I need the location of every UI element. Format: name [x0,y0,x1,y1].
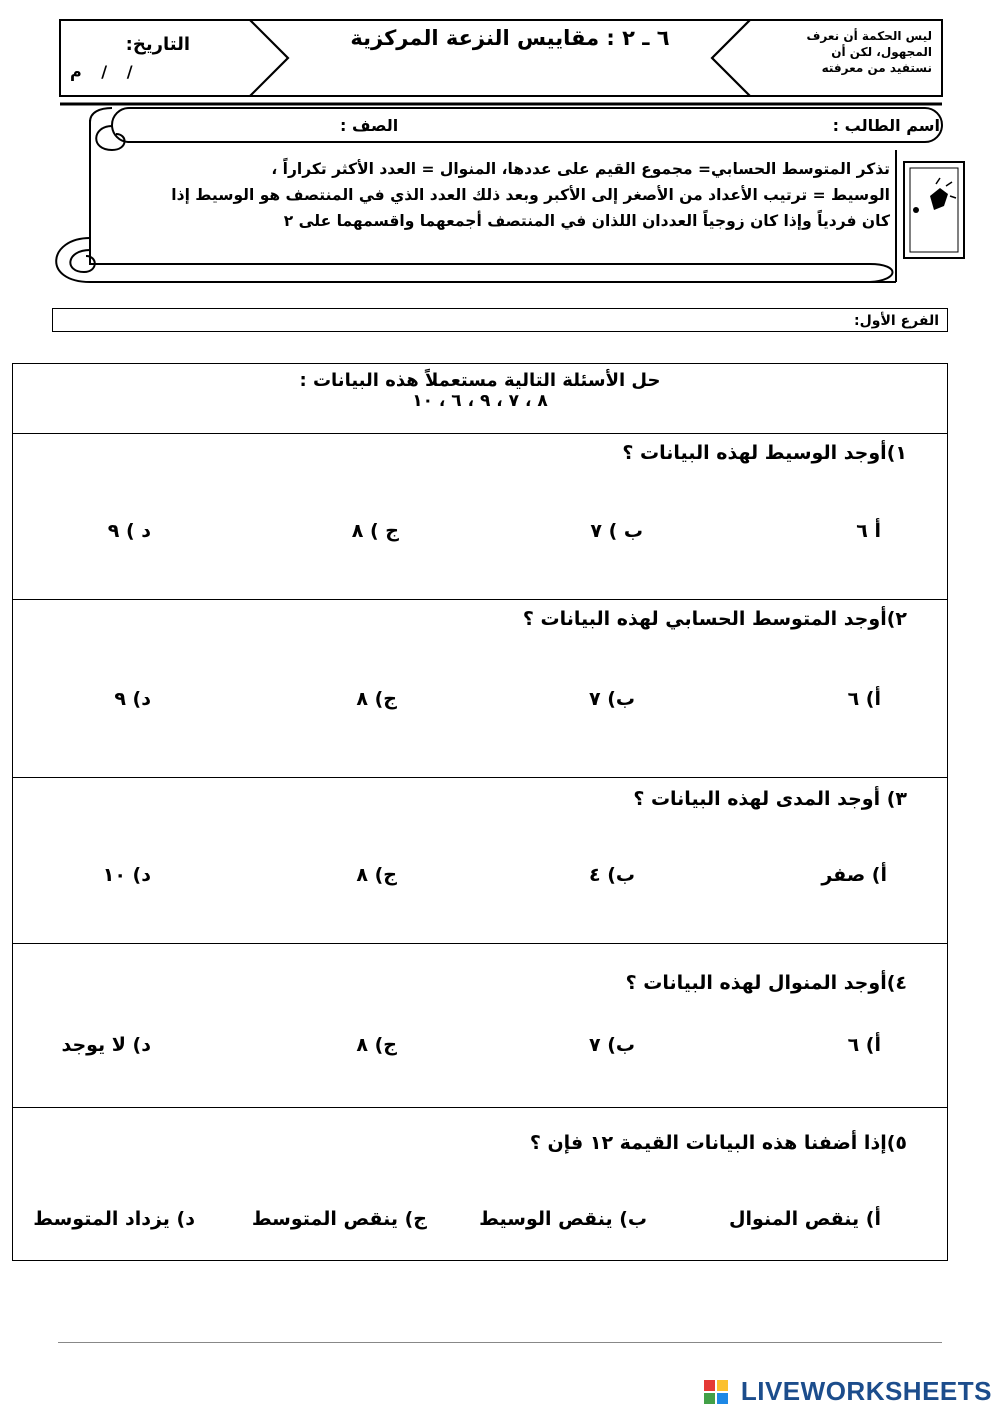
branch-label: الفرع الأول: [52,308,948,332]
liveworksheets-logo-icon [704,1380,728,1404]
question-text: ٥)إذا أضفنا هذه البيانات القيمة ١٢ فإن ؟ [529,1132,907,1154]
option-b[interactable]: ب) ٤ [588,864,635,886]
footer-divider [58,1342,942,1343]
option-d[interactable]: د) ١٠ [102,864,151,886]
option-a[interactable]: أ) ٦ [847,688,881,710]
option-a[interactable]: أ ٦ [856,520,881,542]
reminder-line-1: تذكر المتوسط الحسابي= مجموع القيم على عددها، المنوال = العدد الأكثر تكراراً ، [271,160,890,178]
option-c[interactable]: ج) ينقص المتوسط [251,1208,427,1230]
question-row [13,944,947,1108]
option-c[interactable]: ج ) ٨ [351,520,399,542]
reminder-box [100,156,890,234]
reminder-line-3: كان فردياً وإذا كان زوجياً العددان اللذان في المنتصف أجمعهما واقسمهما على ٢ [283,212,890,230]
wisdom-line-2: المجهول، لكن أن [831,45,932,59]
option-c[interactable]: ج) ٨ [356,688,397,710]
option-d[interactable]: د ) ٩ [107,520,151,542]
instructions-row [13,364,947,434]
option-c[interactable]: ج) ٨ [356,864,397,886]
lesson-title: ٦ ـ ٢ : مقاييس النزعة المركزية [350,26,670,50]
reminder-line-2: الوسيط = ترتيب الأعداد من الأصغر إلى الأكبر وبعد ذلك العدد الذي في المنتصف هو الوسيط إذا [171,186,890,204]
option-c[interactable]: ج) ٨ [356,1034,397,1056]
option-d[interactable]: د) يزداد المتوسط [33,1208,195,1230]
option-d[interactable]: د) ٩ [114,688,151,710]
option-b[interactable]: ب) ٧ [588,1034,635,1056]
option-a[interactable]: أ) صفر [821,864,887,886]
question-text: ٤)أوجد المنوال لهذه البيانات ؟ [625,972,907,994]
option-b[interactable]: ب ) ٧ [590,520,643,542]
student-name-field[interactable]: اسم الطالب : [832,116,940,135]
wisdom-quote [792,28,932,76]
date-fields[interactable]: / / م [70,62,133,81]
date-label: التاريخ: [125,34,190,55]
option-d[interactable]: د) لا يوجد [61,1034,151,1056]
door-knock-icon [904,162,964,258]
data-values: ٨ ، ٧ ، ٩ ، ٦ ، ١٠ [412,391,548,411]
instructions-text: حل الأسئلة التالية مستعملاً هذه البيانات : [299,370,661,391]
option-a[interactable]: أ) ٦ [847,1034,881,1056]
question-text: ٣) أوجد المدى لهذه البيانات ؟ [633,788,907,810]
question-table [12,363,948,1261]
wisdom-line-1: ليس الحكمة أن نعرف [806,29,932,43]
wisdom-line-3: نستفيد من معرفته [821,61,932,75]
question-text: ١)أوجد الوسيط لهذه البيانات ؟ [622,442,907,464]
brand-name[interactable]: LIVEWORKSHEETS [740,1376,992,1406]
question-row [13,778,947,944]
option-a[interactable]: أ) ينقص المنوال [729,1208,881,1230]
question-row [13,434,947,600]
option-b[interactable]: ب) ينقص الوسيط [479,1208,647,1230]
question-row [13,600,947,778]
question-text: ٢)أوجد المتوسط الحسابي لهذه البيانات ؟ [522,608,907,630]
class-field[interactable]: الصف : [340,116,399,135]
question-row [13,1108,947,1262]
option-b[interactable]: ب) ٧ [588,688,635,710]
